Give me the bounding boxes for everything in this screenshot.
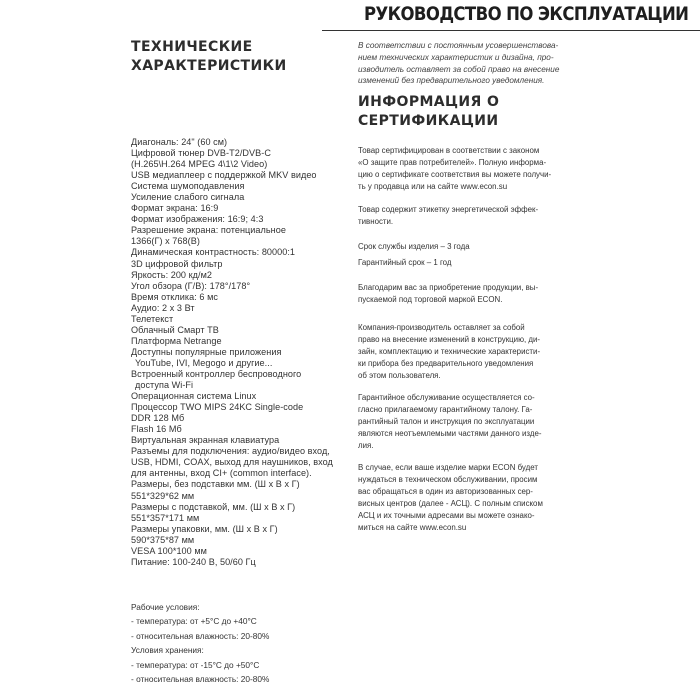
warranty-service-paragraph: [358, 392, 578, 452]
spec-item: USB, HDMI, COAX, выход для наушников, вход: [131, 457, 333, 468]
spec-item: 3D цифровой фильтр: [131, 258, 223, 269]
condition-line: - температура: от -15°С до +50°С: [131, 659, 260, 670]
paragraph-line: ки прибора без предварительного уведомления: [358, 358, 534, 368]
spec-item: Питание: 100-240 В, 50/60 Гц: [131, 556, 256, 567]
spec-item: 551*357*171 мм: [131, 512, 200, 523]
spec-item: доступа Wi-Fi: [135, 380, 194, 391]
intro-line: изменений без предварительного уведомления.: [358, 76, 545, 86]
spec-item: Цифровой тюнер DVB-T2/DVB-C: [131, 148, 271, 159]
spec-item: 1366(Г) х 768(В): [131, 236, 200, 247]
spec-item: Формат изображения: 16:9; 4:3: [131, 214, 264, 225]
spec-item: Яркость: 200 кд/м2: [131, 269, 212, 280]
conditions-block: [131, 600, 351, 686]
paragraph-line: право на внесение изменений в конструкцию, ди-: [358, 334, 541, 344]
spec-item: VESA 100*100 мм: [131, 545, 207, 556]
paragraph-line: зайн, комплектацию и технические характеристи-: [358, 346, 541, 356]
paragraph-line: Гарантийный срок – 1 год: [358, 258, 452, 267]
spec-item: Формат экрана: 16:9: [131, 203, 219, 214]
condition-line: - относительная влажность: 20-80%: [131, 674, 270, 685]
paragraph-line: Товар сертифицирован в соответствии с законом: [358, 146, 540, 155]
paragraph-line: «О защите прав потребителей». Полную информа-: [358, 157, 547, 167]
spec-item: Виртуальная экранная клавиатура: [131, 435, 280, 446]
thanks-paragraph: [358, 282, 578, 306]
paragraph-line: лия.: [358, 440, 374, 450]
paragraph-line: нуждаться в техническом обслуживании, просим: [358, 474, 538, 484]
specs-heading-line: ТЕХНИЧЕСКИЕ: [131, 39, 253, 55]
condition-line: Рабочие условия:: [131, 602, 200, 612]
spec-item: Время отклика: 6 мс: [131, 291, 218, 302]
intro-line: изводитель оставляет за собой право на внесение: [358, 64, 560, 74]
paragraph-line: пускаемой под торговой маркой ECON.: [358, 294, 503, 304]
spec-item: USB медиаплеер с поддержкой MKV видео: [131, 170, 317, 181]
intro-line: нием технических характеристик и дизайна, про-: [358, 52, 554, 62]
paragraph-line: рантийный талон и инструкция по эксплуатации: [358, 416, 535, 426]
paragraph-line: Компания-производитель оставляет за собой: [358, 323, 525, 332]
spec-item: Размеры с подставкой, мм. (Ш х В х Г): [131, 501, 296, 512]
intro-note: [358, 40, 583, 87]
service-centers-paragraph: [358, 462, 578, 533]
specs-heading-line: ХАРАКТЕРИСТИКИ: [131, 58, 287, 74]
paragraph-line: тивности.: [358, 216, 394, 226]
paragraph-line: Гарантийное обслуживание осуществляется со-: [358, 393, 535, 402]
spec-item: Размеры упаковки, мм. (Ш х В х Г): [131, 523, 278, 534]
paragraph-line: вас обращаться в один из авторизованных сер-: [358, 486, 533, 496]
spec-item: Облачный Смарт ТВ: [131, 324, 219, 335]
certification-heading: [358, 93, 578, 131]
spec-item: 551*329*62 мм: [131, 490, 195, 501]
spec-item: для антенны, вход CI+ (common interface).: [131, 468, 312, 479]
cert-paragraph: [358, 145, 578, 193]
paragraph-line: Благодарим вас за приобретение продукции, вы-: [358, 283, 539, 292]
spec-item: Усиление слабого сигнала: [131, 192, 245, 203]
paragraph-line: Товар содержит этикетку энергетической эффек-: [358, 205, 539, 214]
service-life-paragraph: [358, 241, 578, 253]
spec-item: Телетекст: [131, 313, 174, 324]
condition-line: Условия хранения:: [131, 645, 204, 656]
spec-item: YouTube, IVI, Megogo и другие...: [135, 357, 273, 368]
spec-item: Система шумоподавления: [131, 181, 245, 192]
spec-item: Разрешение экрана: потенциальное: [131, 225, 286, 236]
manufacturer-rights-paragraph: [358, 322, 578, 382]
spec-item: Размеры, без подставки мм. (Ш х В х Г): [131, 479, 300, 490]
spec-item: DDR 128 Мб: [131, 413, 185, 424]
paragraph-line: являются неотъемлемыми частями данного изде-: [358, 428, 542, 438]
spec-item: Доступны популярные приложения: [131, 346, 282, 357]
paragraph-line: висных центров (далее - АСЦ). С полным списком: [358, 498, 543, 508]
paragraph-line: миться на сайте www.econ.su: [358, 522, 467, 532]
paragraph-line: В случае, если ваше изделие марки ECON будет: [358, 463, 538, 472]
certification-heading-line: ИНФОРМАЦИЯ О: [358, 94, 500, 110]
condition-line: - температура: от +5°С до +40°С: [131, 616, 257, 627]
energy-label-paragraph: [358, 204, 578, 228]
certification-heading-line: СЕРТИФИКАЦИИ: [358, 113, 499, 129]
paragraph-line: об этом пользователя.: [358, 370, 441, 380]
spec-item: 590*375*87 мм: [131, 534, 195, 545]
condition-line: - относительная влажность: 20-80%: [131, 630, 270, 641]
spec-item: Операционная система Linux: [131, 391, 257, 402]
spec-item: Встроенный контроллер беспроводного: [131, 368, 302, 379]
spec-item: Процессор TWO MIPS 24KC Single-code: [131, 402, 304, 413]
spec-item: Аудио: 2 х 3 Вт: [131, 302, 195, 313]
spec-item: Угол обзора (Г/В): 178°/178°: [131, 280, 251, 291]
warranty-term-paragraph: [358, 257, 578, 269]
specs-heading: [131, 38, 311, 76]
paragraph-line: гласно прилагаемому гарантийному талону. Га-: [358, 404, 533, 414]
paragraph-line: АСЦ и их точными адресами вы можете ознако-: [358, 510, 535, 520]
spec-item: Платформа Netrange: [131, 335, 222, 346]
intro-line: В соответствии с постоянным усовершенствова-: [358, 41, 559, 50]
spec-item: Разъемы для подключения: аудио/видео вход,: [131, 446, 330, 457]
page-title: РУКОВОДСТВО ПО ЭКСПЛУАТАЦИИ: [364, 3, 689, 25]
paragraph-line: цию о сертификате соответствия вы можете получи-: [358, 169, 552, 179]
spec-item: Динамическая контрастность: 80000:1: [131, 247, 296, 258]
spec-item: Диагональ: 24" (60 см): [131, 137, 228, 147]
paragraph-line: Срок службы изделия – 3 года: [358, 242, 470, 251]
paragraph-line: ть у продавца или на сайте www.econ.su: [358, 181, 508, 191]
specs-list: [131, 137, 361, 568]
spec-item: (H.265\H.264 MPEG 4\1\2 Video): [131, 159, 268, 170]
spec-item: Flash 16 Мб: [131, 424, 182, 435]
